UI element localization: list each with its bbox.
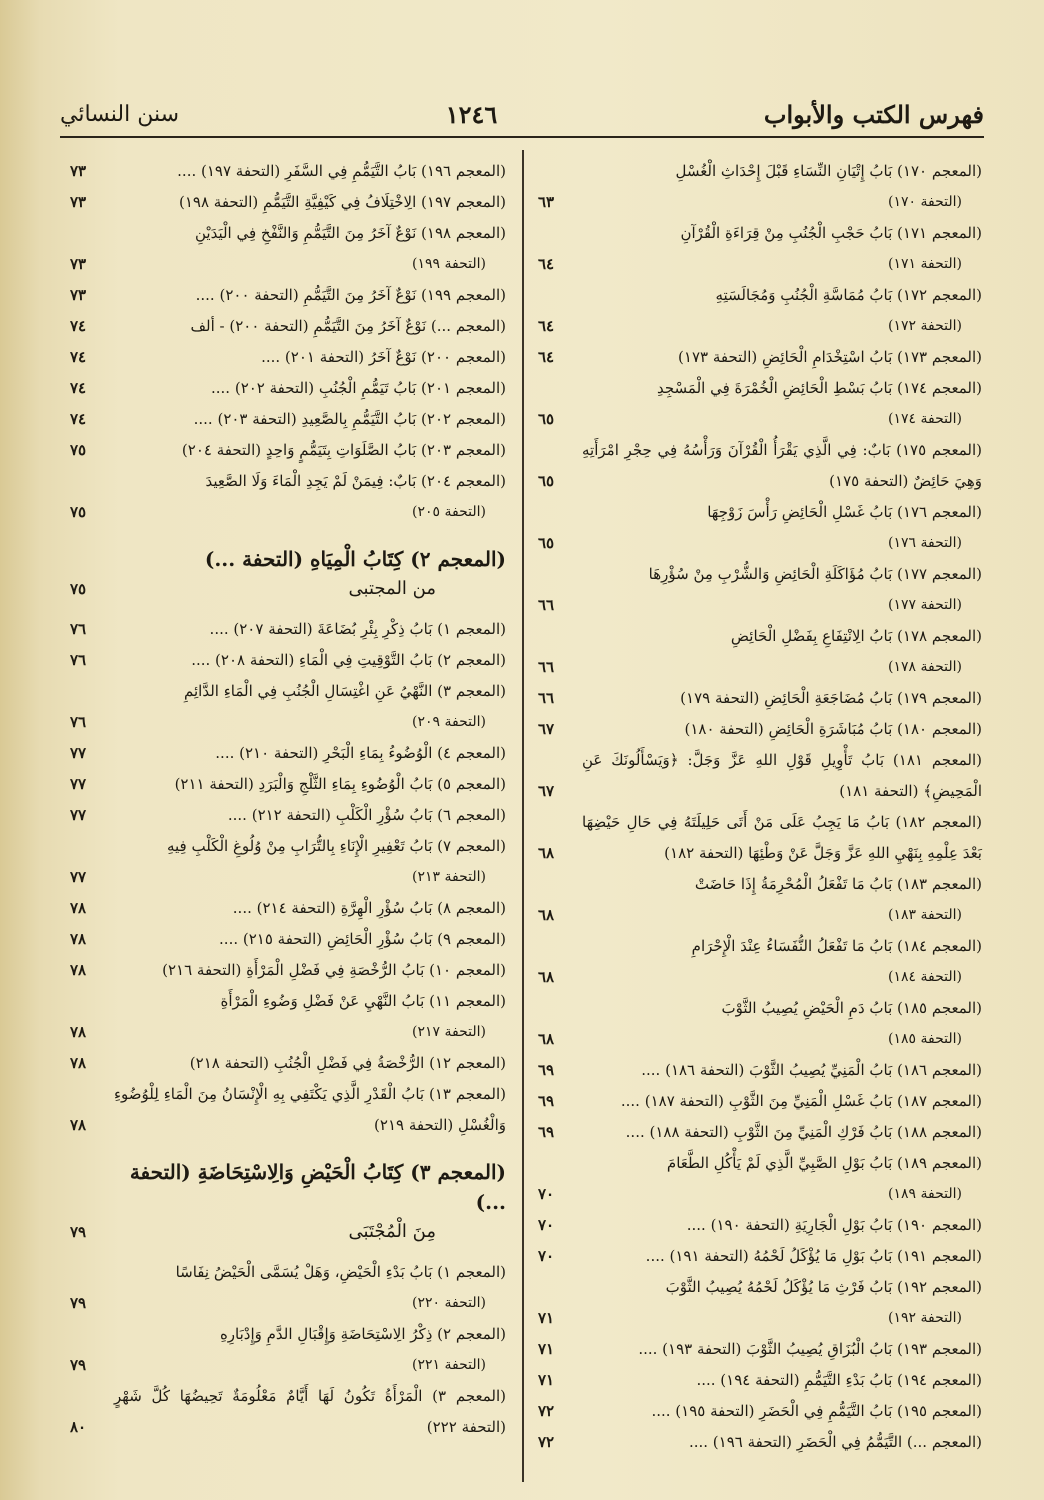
entry-text: (المعجم ١٩٠) بَابُ بَوْلِ الْجَارِيَةِ (التحفة ١٩٠) .... [686, 1216, 982, 1234]
tuhfa-ref: (التحفة ٢٠٥) [412, 504, 486, 520]
section-title: (المعجم ٣) كِتَابُ الْحَيْضِ وَالِاسْتِحَاضَةِ (التحفة ...) [129, 1160, 506, 1214]
entry-page-number: ٧٩ [70, 1294, 87, 1312]
entry-page-number: ٧٢ [538, 1402, 555, 1420]
entry-text: (المعجم ١٣) بَابُ الْقَدْرِ الَّذِي يَكْتَفِي بِهِ الْإِنْسَانُ مِنَ الْمَاءِ لِلْوُضُوءِ وَالْغُسْلِ (التحفة ٢١٩) [114, 1085, 506, 1134]
tuhfa-ref: (التحفة ١٨٩) [888, 1186, 962, 1202]
index-entry [538, 745, 982, 807]
tuhfa-ref: (التحفة ٢٠٩) [412, 714, 486, 730]
entry-text: (المعجم ٩) بَابُ سُؤْرِ الْحَائِضِ (التحفة ٢١٥) .... [219, 930, 506, 948]
entry-text: (المعجم ١٧٧) بَابُ مُؤَاكَلَةِ الْحَائِضِ وَالشُّرْبِ مِنْ سُؤْرِهَا [648, 565, 982, 583]
entry-page-number: ٧٤ [70, 379, 87, 397]
entry-page-number: ٦٧ [538, 720, 555, 738]
tuhfa-ref: (التحفة ١٩٩) [412, 256, 486, 272]
entry-text: (المعجم ٦) بَابُ سُؤْرِ الْكَلْبِ (التحفة ٢١٢) .... [227, 806, 506, 824]
entry-text: (المعجم ١٩٢) بَابُ فَرْثِ مَا يُؤْكَلُ لَحْمُهُ يُصِيبُ الثَّوْبَ [665, 1278, 982, 1296]
index-entry [538, 218, 982, 280]
index-entry [538, 1086, 982, 1117]
index-entry [70, 924, 506, 955]
entry-page-number: ٦٩ [538, 1123, 555, 1141]
entry-text: (المعجم ٧) بَابُ تَعْفِيرِ الْإِنَاءِ بِالتُّرَابِ مِنْ وُلُوغِ الْكَلْبِ فِيهِ [166, 837, 506, 855]
tuhfa-ref: (التحفة ٢٢١) [412, 1357, 486, 1373]
entry-page-number: ٦٧ [538, 782, 555, 800]
entry-text: (المعجم ١) بَابُ ذِكْرِ بِئْرِ بُضَاعَةَ (التحفة ٢٠٧) .... [209, 620, 506, 638]
entry-text: (المعجم ١٨٢) بَابُ مَا يَجِبُ عَلَى مَنْ أَتَى حَلِيلَتَهُ فِي حَالِ حَيْضِهَا بَعْدَ عِلْمِهِ بِنَهْيِ اللهِ عَزَّ وَجَلَّ عَنْ وَطْئِهَا (التحفة ١٨٢) [582, 813, 982, 862]
entry-page-number: ٧٨ [70, 930, 87, 948]
tuhfa-ref: (التحفة ٢١٣) [412, 869, 486, 885]
entry-text: (المعجم ١٧٠) بَابُ إِتْيَانِ النِّسَاءِ قَبْلَ إِحْدَاثِ الْغُسْلِ [675, 162, 982, 180]
entry-text: (المعجم ١٩٧) الِاخْتِلَافُ فِي كَيْفِيَّةِ التَّيَمُّمِ (التحفة ١٩٨) [179, 193, 506, 211]
entry-page-number: ٦٥ [538, 472, 555, 490]
entry-page-number: ٧٦ [70, 620, 87, 638]
column-divider [522, 150, 524, 1482]
entry-text: (المعجم ٢٠١) بَابُ تَيَمُّمِ الْجُنُبِ (التحفة ٢٠٢) .... [210, 379, 506, 397]
index-entry [70, 218, 506, 280]
entry-text: (المعجم ١٨٠) بَابُ مُبَاشَرَةِ الْحَائِضِ (التحفة ١٨٠) [684, 720, 982, 738]
entry-page-number: ٧١ [538, 1340, 555, 1358]
entry-page-number: ٧٨ [70, 1023, 87, 1041]
entry-text: (المعجم ٥) بَابُ الْوُضُوءِ بِمَاءِ الثَّلْجِ وَالْبَرَدِ (التحفة ٢١١) [174, 775, 506, 793]
entry-page-number: ٦٨ [538, 968, 555, 986]
index-entry [538, 683, 982, 714]
index-entry [538, 156, 982, 218]
entry-text: (المعجم ٢٠٢) بَابُ التَّيَمُّمِ بِالصَّعِيدِ (التحفة ٢٠٣) .... [193, 410, 506, 428]
entry-text: (المعجم ١٨١) بَابُ تَأْوِيلِ قَوْلِ اللهِ عَزَّ وَجَلَّ: ﴿وَيَسْأَلُونَكَ عَنِ الْمَحِيضِ﴾ (التحفة ١٨١) [582, 751, 982, 800]
index-entry [538, 342, 982, 373]
tuhfa-ref: (التحفة ١٨٥) [888, 1031, 962, 1047]
entry-text: (المعجم ١٨٣) بَابُ مَا تَفْعَلُ الْمُحْرِمَةُ إِذَا حَاضَتْ [694, 875, 982, 893]
entry-text: (المعجم ١٢) الرُّخْصَةُ فِي فَضْلِ الْجُنُبِ (التحفة ٢١٨) [189, 1054, 506, 1072]
entry-text: (المعجم ١٧٤) بَابُ بَسْطِ الْحَائِضِ الْخُمْرَةَ فِي الْمَسْجِدِ [656, 379, 982, 397]
entry-page-number: ٧١ [538, 1371, 555, 1389]
tuhfa-ref: (التحفة ٢١٧) [412, 1024, 486, 1040]
entry-text: (المعجم ١٠) بَابُ الرُّخْصَةِ فِي فَضْلِ الْمَرْأَةِ (التحفة ٢١٦) [162, 961, 506, 979]
tuhfa-ref: (التحفة ١٨٤) [888, 969, 962, 985]
index-entry [538, 807, 982, 869]
entry-page-number: ٨٠ [70, 1418, 87, 1436]
entry-page-number: ٧٦ [70, 713, 87, 731]
entry-page-number: ٦٤ [538, 317, 555, 335]
index-entry [70, 676, 506, 738]
entry-text: (المعجم ١٧٢) بَابُ مُمَاسَّةِ الْجُنُبِ وَمُجَالَسَتِهِ [715, 286, 982, 304]
index-entry [70, 1079, 506, 1141]
entry-page-number: ٧٢ [538, 1433, 555, 1451]
entry-page-number: ٧٣ [70, 286, 87, 304]
index-entry [70, 1381, 506, 1443]
entry-text: (المعجم ١٨٩) بَابُ بَوْلِ الصَّبِيِّ الَّذِي لَمْ يَأْكُلِ الطَّعَامَ [666, 1154, 982, 1172]
tuhfa-ref: (التحفة ١٧١) [888, 256, 962, 272]
index-entry [538, 1272, 982, 1334]
index-entry [70, 769, 506, 800]
entry-text: (المعجم ٢) بَابُ التَّوْقِيتِ فِي الْمَاءِ (التحفة ٢٠٨) .... [191, 651, 506, 669]
entry-page-number: ٦٤ [538, 348, 555, 366]
entry-text: (المعجم ١٧٨) بَابُ الِانْتِفَاعِ بِفَضْلِ الْحَائِضِ [730, 627, 982, 645]
entry-page-number: ٧٠ [538, 1247, 555, 1265]
index-entry [538, 373, 982, 435]
entry-page-number: ٦٦ [538, 658, 555, 676]
index-entry [70, 435, 506, 466]
entry-text: (المعجم ٣) الْمَرْأَةُ تَكُونُ لَهَا أَيَّامٌ مَعْلُومَةٌ تَحِيضُهَا كُلَّ شَهْرٍ (التحفة ٢٢٢) [114, 1387, 506, 1436]
index-entry [538, 714, 982, 745]
entry-text: (المعجم ١٩٦) بَابُ التَّيَمُّمِ فِي السَّفَرِ (التحفة ١٩٧) .... [177, 162, 506, 180]
entry-text: (المعجم ١٧٥) بَابٌ: فِي الَّذِي يَقْرَأُ الْقُرْآنَ وَرَأْسُهُ فِي حِجْرِ امْرَأَتِهِ وَهِيَ حَائِضٌ (التحفة ١٧٥) [582, 441, 983, 490]
entry-page-number: ٦٥ [538, 534, 555, 552]
index-entry [70, 280, 506, 311]
entry-page-number: ٧٤ [70, 348, 87, 366]
tuhfa-ref: (التحفة ٢٢٠) [412, 1295, 486, 1311]
tuhfa-ref: (التحفة ١٧٨) [888, 659, 962, 675]
entry-text: (المعجم ١) بَابُ بَدْءِ الْحَيْضِ، وَهَلْ يُسَمَّى الْحَيْضُ نِفَاسًا [175, 1263, 506, 1281]
index-entry [70, 893, 506, 924]
entry-text: (المعجم ١٩٩) نَوْعٌ آخَرُ مِنَ التَّيَمُّمِ (التحفة ٢٠٠) .... [195, 286, 506, 304]
index-entry [538, 1117, 982, 1148]
entry-page-number: ٦٨ [538, 844, 555, 862]
index-entry [538, 1148, 982, 1210]
index-entry [538, 621, 982, 683]
entry-page-number: ٧٨ [70, 1116, 87, 1134]
index-entry [538, 1365, 982, 1396]
entry-page-number: ٧٦ [70, 651, 87, 669]
entry-page-number: ٦٨ [538, 906, 555, 924]
entry-page-number: ٦٤ [538, 255, 555, 273]
entry-text: (المعجم ١٧٦) بَابُ غَسْلِ الْحَائِضِ رَأْسَ زَوْجِهَا [707, 503, 982, 521]
index-entry [70, 738, 506, 769]
tuhfa-ref: (التحفة ١٨٣) [888, 907, 962, 923]
entry-text: (المعجم ١٨٥) بَابُ دَمِ الْحَيْضِ يُصِيبُ الثَّوْبَ [721, 999, 982, 1017]
index-entry [538, 435, 982, 497]
entry-text: (المعجم ١٧٩) بَابُ مُضَاجَعَةِ الْحَائِضِ (التحفة ١٧٩) [680, 689, 982, 707]
index-entry [538, 1427, 982, 1458]
tuhfa-ref: (التحفة ١٧٢) [888, 318, 962, 334]
entry-page-number: ٦٥ [538, 410, 555, 428]
entry-text: (المعجم ١٩٨) نَوْعٌ آخَرُ مِنَ التَّيَمُّمِ وَالنَّفْخِ فِي الْيَدَيْنِ [194, 224, 506, 242]
section-subtitle: من المجتبى [348, 578, 436, 599]
index-entry [70, 466, 506, 528]
entry-text: (المعجم ١٧٣) بَابُ اسْتِخْدَامِ الْحَائِضِ (التحفة ١٧٣) [678, 348, 982, 366]
entry-text: (المعجم ١٩٥) بَابُ التَّيَمُّمِ فِي الْحَضَرِ (التحفة ١٩٥) .... [651, 1402, 982, 1420]
index-entry [70, 373, 506, 404]
entry-page-number: ٧٧ [70, 868, 87, 886]
entry-page-number: ٧٠ [538, 1216, 555, 1234]
entry-text: (المعجم ١٨٦) بَابُ الْمَنِيِّ يُصِيبُ الثَّوْبَ (التحفة ١٨٦) .... [641, 1061, 982, 1079]
index-entry [538, 1210, 982, 1241]
tuhfa-ref: (التحفة ١٧٦) [888, 535, 962, 551]
tuhfa-ref: (التحفة ١٧٤) [888, 411, 962, 427]
entry-page-number: ٧١ [538, 1309, 555, 1327]
section-heading [70, 1157, 506, 1247]
tuhfa-ref: (التحفة ١٧٧) [888, 597, 962, 613]
entry-page-number: ٧٣ [70, 193, 87, 211]
entry-page-number: ٧٠ [538, 1185, 555, 1203]
index-entry [70, 311, 506, 342]
entry-text: (المعجم ٢٠٣) بَابُ الصَّلَوَاتِ بِتَيَمُّمٍ وَاحِدٍ (التحفة ٢٠٤) [181, 441, 506, 459]
index-entry [538, 931, 982, 993]
entry-page-number: ٧٩ [70, 1356, 87, 1374]
entry-page-number: ٧٥ [70, 441, 87, 459]
entry-page-number: ٧٤ [70, 410, 87, 428]
entry-page-number: ٧٥ [70, 580, 87, 598]
index-entry [70, 955, 506, 986]
section-subtitle: مِنَ الْمُجْتَبَى [348, 1221, 436, 1242]
index-entry [538, 497, 982, 559]
index-entry [70, 187, 506, 218]
entry-page-number: ٧٧ [70, 806, 87, 824]
index-entry [538, 1241, 982, 1272]
index-entry [70, 614, 506, 645]
index-entry [70, 986, 506, 1048]
entry-text: (المعجم ١٩٤) بَابُ بَدْءِ التَّيَمُّمِ (التحفة ١٩٤) .... [696, 1371, 982, 1389]
index-entry [538, 1396, 982, 1427]
entry-text: (المعجم ١٨٤) بَابُ مَا تَفْعَلُ النُّفَسَاءُ عِنْدَ الْإِحْرَامِ [691, 937, 982, 955]
entry-page-number: ٦٣ [538, 193, 555, 211]
index-entry [538, 280, 982, 342]
page-header [60, 92, 984, 138]
entry-page-number: ٦٦ [538, 689, 555, 707]
entry-text: (المعجم ٤) الْوُضُوءُ بِمَاءِ الْبَحْرِ (التحفة ٢١٠) .... [215, 744, 506, 762]
book-title: سنن النسائي [60, 101, 180, 127]
entry-text: (المعجم ١٩٣) بَابُ الْبُزَاقِ يُصِيبُ الثَّوْبَ (التحفة ١٩٣) .... [638, 1340, 982, 1358]
entry-page-number: ٧٨ [70, 1054, 87, 1072]
index-entry [70, 1257, 506, 1319]
entry-page-number: ٧٩ [70, 1223, 87, 1241]
entry-page-number: ٧٨ [70, 899, 87, 917]
right-column [538, 156, 982, 1458]
entry-page-number: ٧٤ [70, 317, 87, 335]
index-entry [70, 156, 506, 187]
entry-page-number: ٧٣ [70, 255, 87, 273]
index-entry [70, 1319, 506, 1381]
section-title: (المعجم ٢) كِتَابُ الْمِيَاهِ (التحفة ...) [204, 547, 506, 571]
entry-text: (المعجم ٢٠٤) بَابٌ: فِيمَنْ لَمْ يَجِدِ الْمَاءَ وَلَا الصَّعِيدَ [205, 472, 506, 490]
entry-text: (المعجم ...) نَوْعٌ آخَرُ مِنَ التَّيَمُّمِ (التحفة ٢٠٠) - ألف [190, 317, 506, 335]
index-entry [538, 1334, 982, 1365]
entry-text: (المعجم ٣) النَّهْيُ عَنِ اغْتِسَالِ الْجُنُبِ فِي الْمَاءِ الدَّائِمِ [184, 682, 506, 700]
entry-text: (المعجم ٢٠٠) نَوْعٌ آخَرُ (التحفة ٢٠١) .... [261, 348, 506, 366]
page-number: ١٢٤٦ [445, 99, 498, 129]
index-entry [70, 404, 506, 435]
entry-page-number: ٧٨ [70, 961, 87, 979]
tuhfa-ref: (التحفة ١٧٠) [888, 194, 962, 210]
tuhfa-ref: (التحفة ١٩٢) [888, 1310, 962, 1326]
entry-text: (المعجم ١٩١) بَابُ بَوْلِ مَا يُؤْكَلُ لَحْمُهُ (التحفة ١٩١) .... [645, 1247, 982, 1265]
entry-text: (المعجم ١٨٧) بَابُ غَسْلِ الْمَنِيِّ مِنَ الثَّوْبِ (التحفة ١٨٧) .... [620, 1092, 982, 1110]
index-entry [70, 342, 506, 373]
entry-text: (المعجم ٢) ذِكْرُ الِاسْتِحَاضَةِ وَإِقْبَالِ الدَّمِ وَإِدْبَارِهِ [219, 1325, 506, 1343]
entry-page-number: ٦٨ [538, 1030, 555, 1048]
index-entry [538, 993, 982, 1055]
index-entry [538, 869, 982, 931]
index-entry [70, 1048, 506, 1079]
index-entry [70, 831, 506, 893]
index-title: فهرس الكتب والأبواب [763, 99, 984, 129]
entry-text: (المعجم ١٨٨) بَابُ فَرْكِ الْمَنِيِّ مِنَ الثَّوْبِ (التحفة ١٨٨) .... [625, 1123, 982, 1141]
entry-page-number: ٧٥ [70, 503, 87, 521]
entry-text: (المعجم ...) التَّيَمُّمُ فِي الْحَضَرِ (التحفة ١٩٦) .... [688, 1433, 982, 1451]
index-entry [70, 645, 506, 676]
index-entry [538, 559, 982, 621]
entry-text: (المعجم ٨) بَابُ سُؤْرِ الْهِرَّةِ (التحفة ٢١٤) .... [232, 899, 506, 917]
left-column [70, 156, 506, 1443]
index-entry [538, 1055, 982, 1086]
index-entry [70, 800, 506, 831]
entry-page-number: ٦٦ [538, 596, 555, 614]
entry-page-number: ٦٩ [538, 1092, 555, 1110]
entry-page-number: ٧٧ [70, 775, 87, 793]
entry-page-number: ٧٧ [70, 744, 87, 762]
entry-text: (المعجم ١٧١) بَابُ حَجْبِ الْجُنُبِ مِنْ قِرَاءَةِ الْقُرْآنِ [680, 224, 982, 242]
section-heading [70, 544, 506, 604]
entry-text: (المعجم ١١) بَابُ النَّهْيِ عَنْ فَضْلِ وَضُوءِ الْمَرْأَةِ [220, 992, 506, 1010]
entry-page-number: ٧٣ [70, 162, 87, 180]
entry-page-number: ٦٩ [538, 1061, 555, 1079]
